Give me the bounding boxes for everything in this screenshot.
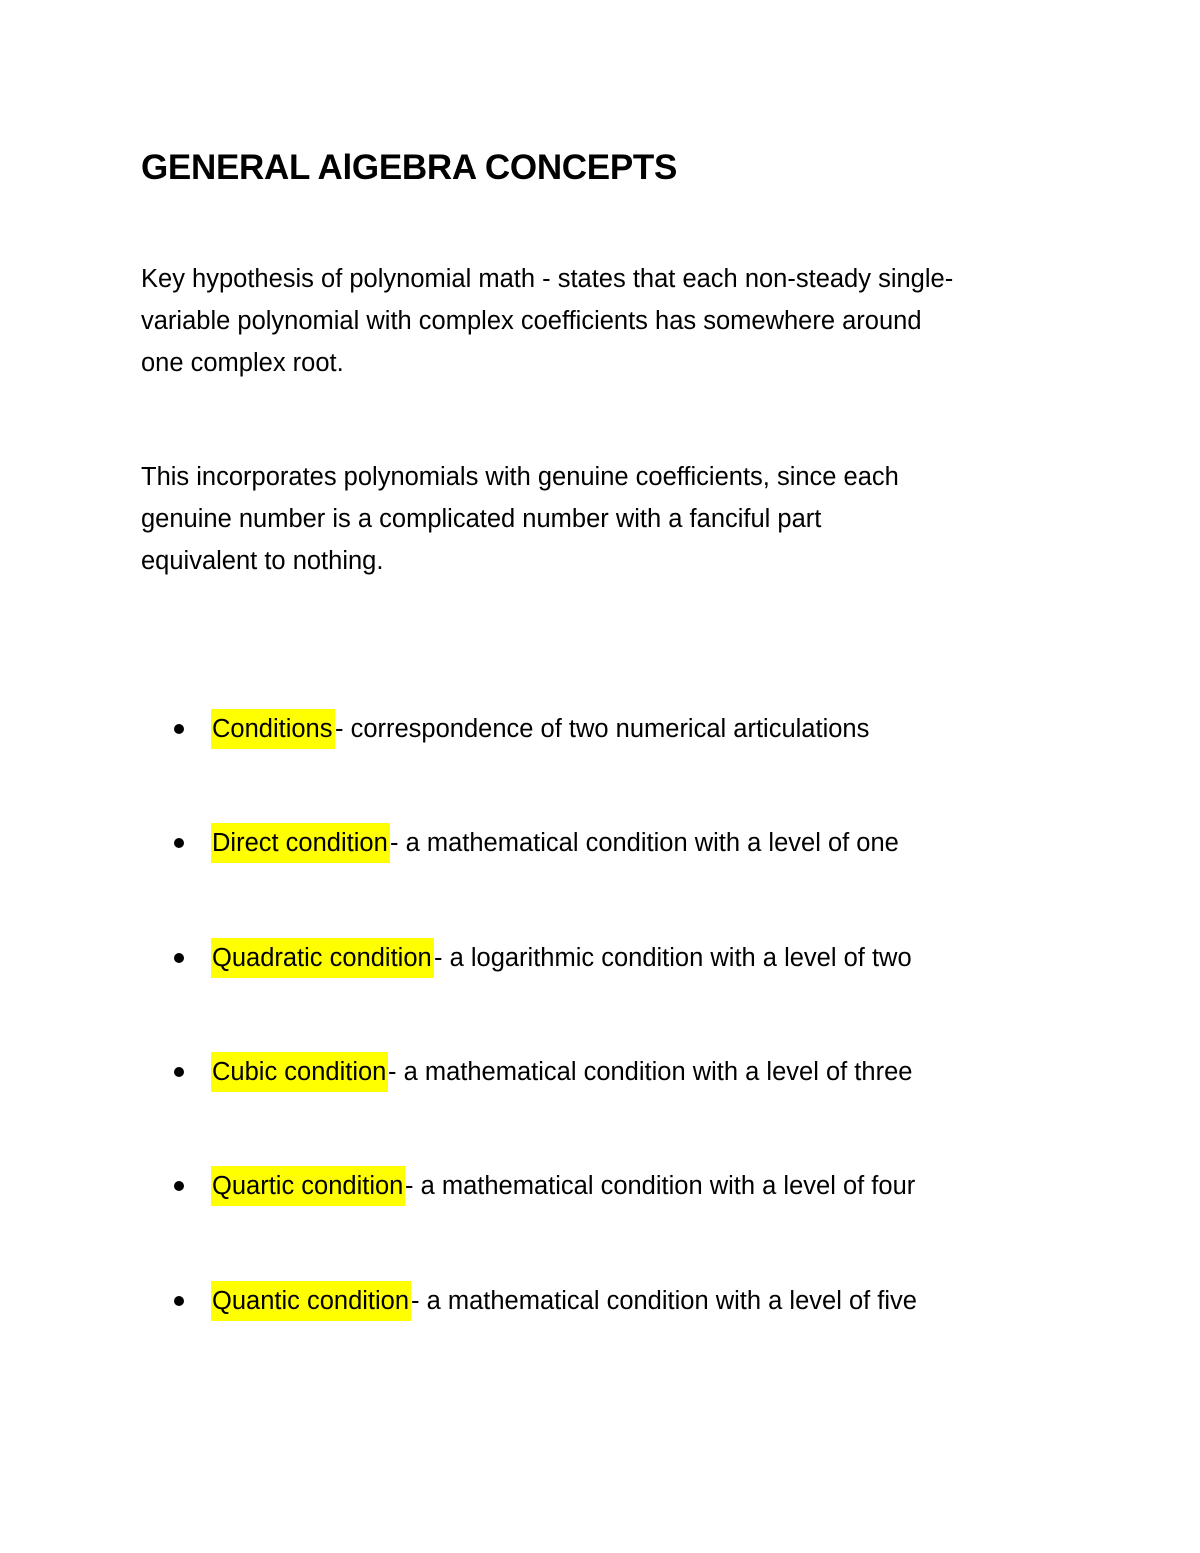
- bullet-icon: [174, 953, 184, 963]
- definition-description: a mathematical condition with a level of four: [420, 1172, 916, 1200]
- paragraph-real-coefficients: [141, 456, 1071, 582]
- paragraph-line: This incorporates polynomials with genuine coefficients, since each: [141, 463, 899, 491]
- definition-text: [405, 1166, 915, 1206]
- separator: -: [434, 944, 450, 972]
- page-title: GENERAL AlGEBRA CONCEPTS: [141, 148, 678, 187]
- definition-description: a mathematical condition with a level of three: [403, 1058, 913, 1086]
- definition-text: [335, 709, 869, 749]
- bullet-icon: [174, 724, 184, 734]
- separator: -: [390, 829, 406, 857]
- highlighted-term: Quartic condition: [211, 1166, 405, 1206]
- separator: -: [405, 1172, 421, 1200]
- paragraph-line: one complex root.: [141, 349, 344, 377]
- list-item: [0, 1281, 1100, 1321]
- bullet-icon: [174, 1067, 184, 1077]
- highlighted-term: Conditions: [211, 709, 335, 749]
- bullet-icon: [174, 1296, 184, 1306]
- definition-description: correspondence of two numerical articulations: [350, 715, 870, 743]
- list-item: [0, 938, 1100, 978]
- definition-description: a logarithmic condition with a level of two: [449, 944, 912, 972]
- list-item: [0, 1052, 1100, 1092]
- highlighted-term: Direct condition: [211, 823, 390, 863]
- highlighted-term: Quadratic condition: [211, 938, 434, 978]
- paragraph-line: Key hypothesis of polynomial math - states that each non-steady single-: [141, 265, 954, 293]
- separator: -: [335, 715, 351, 743]
- paragraph-line: variable polynomial with complex coefficients has somewhere around: [141, 307, 922, 335]
- definition-text: [390, 823, 899, 863]
- list-item: [0, 709, 1100, 749]
- definition-text: [434, 938, 912, 978]
- definition-description: a mathematical condition with a level of one: [405, 829, 899, 857]
- definition-description: a mathematical condition with a level of five: [426, 1287, 917, 1315]
- paragraph-fundamental-theorem: [141, 258, 1071, 384]
- highlighted-term: Quantic condition: [211, 1281, 411, 1321]
- definition-text: [411, 1281, 917, 1321]
- separator: -: [388, 1058, 404, 1086]
- list-item: [0, 823, 1100, 863]
- definition-text: [388, 1052, 912, 1092]
- bullet-icon: [174, 1181, 184, 1191]
- bullet-icon: [174, 838, 184, 848]
- separator: -: [411, 1287, 427, 1315]
- paragraph-line: genuine number is a complicated number with a fanciful part: [141, 505, 822, 533]
- paragraph-line: equivalent to nothing.: [141, 547, 384, 575]
- list-item: [0, 1166, 1100, 1206]
- highlighted-term: Cubic condition: [211, 1052, 388, 1092]
